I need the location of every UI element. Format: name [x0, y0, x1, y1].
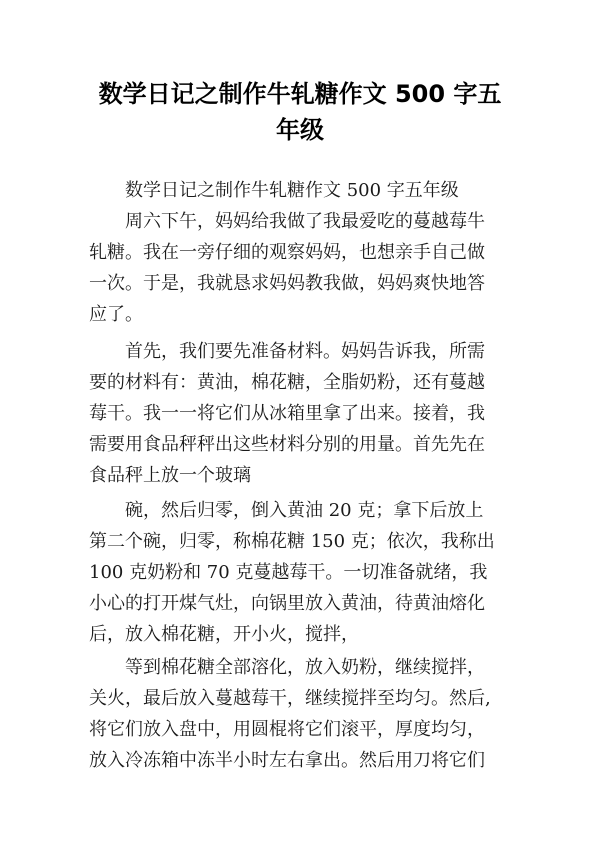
- body-line: 小心的打开煤气灶，向锅里放入黄油，待黄油熔化: [89, 593, 485, 614]
- body-line: 放入冷冻箱中冻半小时左右拿出。然后用刀将它们: [89, 750, 485, 771]
- body-line: 100 克奶粉和 70 克蔓越莓干。一切准备就绪，我: [89, 562, 488, 583]
- document-title-line-2: 年级: [276, 116, 324, 144]
- body-line: 应了。: [89, 304, 143, 325]
- document-title-line-1: 数学日记之制作牛轧糖作文 500 字五: [98, 80, 502, 108]
- subtitle-line: 数学日记之制作牛轧糖作文 500 字五年级: [125, 180, 459, 201]
- body-line: 等到棉花糖全部溶化，放入奶粉，继续搅拌，: [125, 657, 485, 678]
- body-line: 周六下午，妈妈给我做了我最爱吃的蔓越莓牛: [125, 211, 485, 232]
- body-line: 首先，我们要先准备材料。妈妈告诉我，所需: [125, 341, 485, 362]
- body-line: 莓干。我一一将它们从冰箱里拿了出来。接着，我: [89, 403, 485, 424]
- body-line: 关火，最后放入蔓越莓干，继续搅拌至均匀。然后,: [89, 688, 491, 709]
- body-line: 第二个碗，归零，称棉花糖 150 克；依次，我称出: [89, 531, 495, 552]
- body-line: 一次。于是，我就恳求妈妈教我做，妈妈爽快地答: [89, 273, 485, 294]
- body-line: 需要用食品秤秤出这些材料分别的用量。首先先在: [89, 434, 485, 455]
- body-line: 将它们放入盘中，用圆棍将它们滚平，厚度均匀，: [89, 719, 485, 740]
- body-line: 食品秤上放一个玻璃: [89, 465, 251, 486]
- body-line: 后，放入棉花糖，开小火，搅拌，: [89, 624, 359, 645]
- body-line: 轧糖。我在一旁仔细的观察妈妈，也想亲手自己做: [89, 242, 485, 263]
- body-line: 碗，然后归零，倒入黄油 20 克；拿下后放上: [125, 500, 484, 521]
- body-line: 要的材料有：黄油，棉花糖，全脂奶粉，还有蔓越: [89, 372, 485, 393]
